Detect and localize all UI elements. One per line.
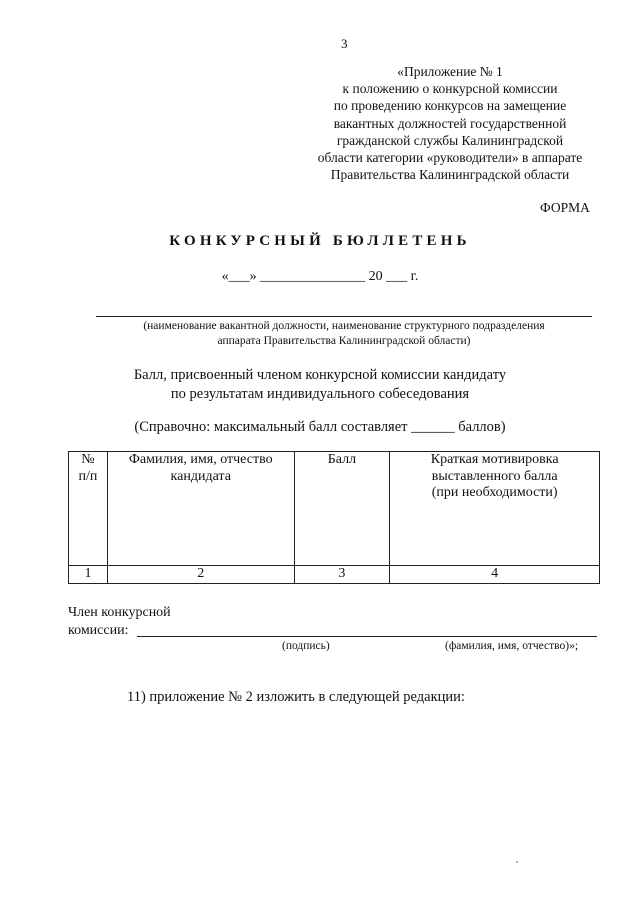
column-number: 3 xyxy=(294,566,390,584)
appendix-line: «Приложение № 1 xyxy=(397,64,503,79)
header-score: Балл xyxy=(294,452,390,566)
header-number: № п/п xyxy=(69,452,108,566)
scan-speck xyxy=(516,861,518,863)
ballot-table xyxy=(68,451,600,584)
member-label-2: комиссии: xyxy=(68,623,129,638)
form-label: ФОРМА xyxy=(540,200,590,215)
position-fill-line xyxy=(96,316,592,317)
appendix-line: по проведению конкурсов на замещение xyxy=(333,98,567,114)
document-title: КОНКУРСНЫЙ БЮЛЛЕТЕНЬ xyxy=(169,233,471,249)
column-number: 2 xyxy=(107,566,294,584)
column-number: 4 xyxy=(390,566,600,584)
fio-caption: (фамилия, имя, отчество)»; xyxy=(445,640,579,652)
column-number: 1 xyxy=(69,566,108,584)
caption-line: (наименование вакантной должности, наименование структурного подразделения xyxy=(143,320,545,332)
date-line: «___» _______________ 20 ___ г. xyxy=(221,269,419,284)
intro-line: Балл, присвоенный членом конкурсной комиссии кандидату xyxy=(133,367,507,383)
member-label: Член конкурсной xyxy=(68,605,171,620)
signature-caption: (подпись) xyxy=(282,640,330,652)
caption-line: аппарата Правительства Калининградской области) xyxy=(217,335,471,347)
appendix-line: Правительства Калининградской области xyxy=(330,167,570,183)
item-11-text: 11) приложение № 2 изложить в следующей редакции: xyxy=(127,689,465,705)
appendix-line: к положению о конкурсной комиссии xyxy=(342,81,558,97)
page-number: 3 xyxy=(341,36,348,51)
appendix-header xyxy=(300,63,600,183)
appendix-line: области категории «руководители» в аппарате xyxy=(317,150,583,166)
reference-line: (Справочно: максимальный балл составляет ______ баллов) xyxy=(134,419,506,435)
intro-line: по результатам индивидуального собеседования xyxy=(170,386,470,402)
position-caption xyxy=(96,319,592,349)
table-row xyxy=(69,566,600,584)
signature-line xyxy=(137,636,597,637)
score-intro xyxy=(0,366,640,404)
appendix-line: вакантных должностей государственной xyxy=(333,115,567,131)
table-header-row xyxy=(69,452,600,566)
header-motivation: Краткая мотивировка выставленного балла (при необходимости) xyxy=(390,452,600,566)
appendix-line: гражданской службы Калининградской xyxy=(336,132,564,148)
header-name: Фамилия, имя, отчество кандидата xyxy=(107,452,294,566)
